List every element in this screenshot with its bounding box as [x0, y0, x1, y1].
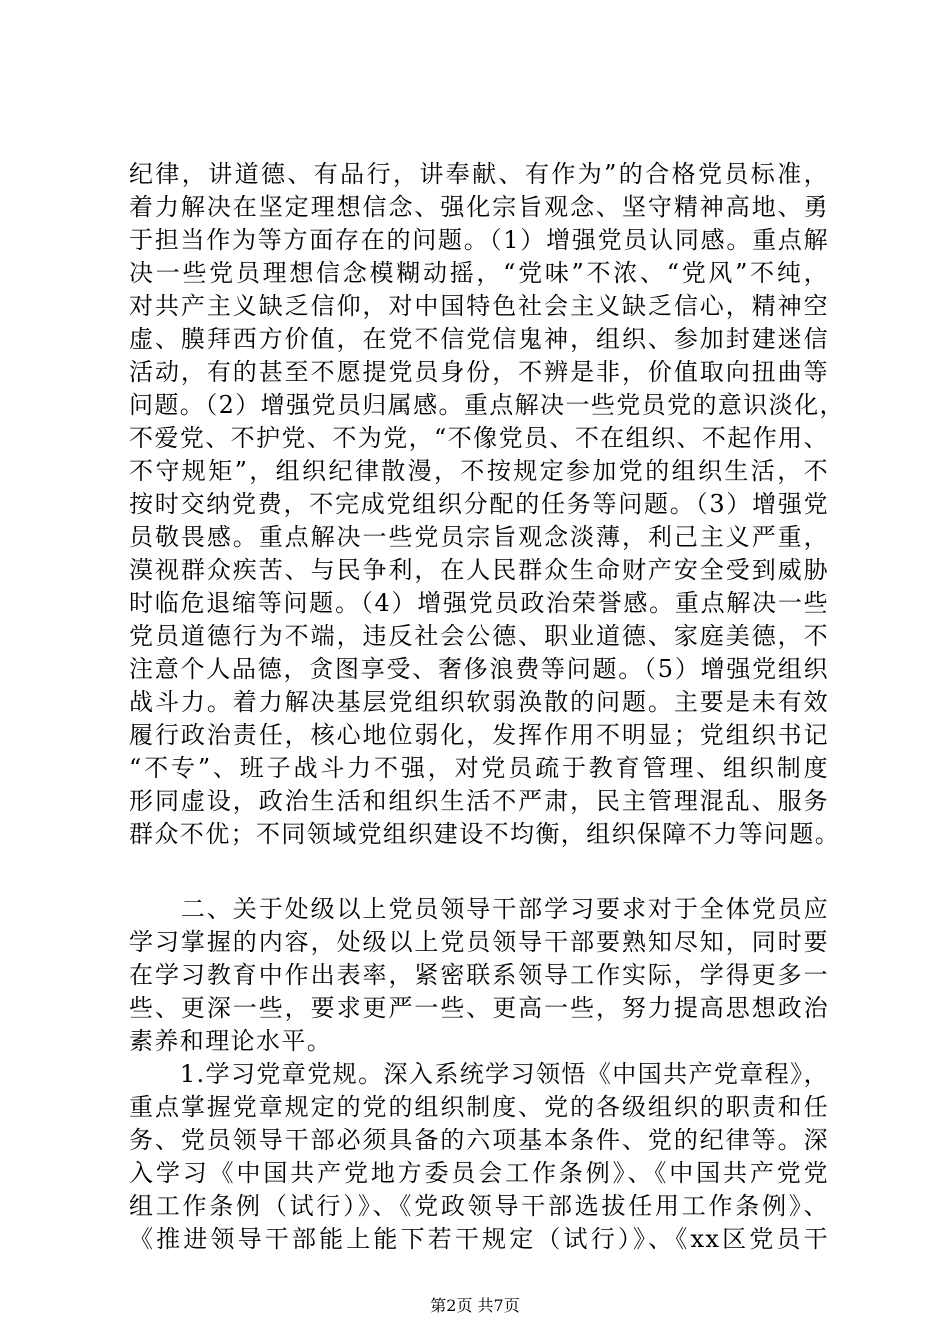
text-line: 入学习《中国共产党地方委员会工作条例》、《中国共产党党 [129, 1159, 829, 1187]
paragraph-senior-cadre-requirements [129, 893, 829, 1058]
text-line: “不专”、班子战斗力不强，对党员疏于教育管理、组织制度 [129, 754, 829, 782]
text-line: 《推进领导干部能上能下若干规定（试行）》、《xx区党员干 [129, 1225, 829, 1253]
text-line: 务、党员领导干部必须具备的六项基本条件、党的纪律等。深 [129, 1126, 829, 1154]
text-line: 履行政治责任，核心地位弱化，发挥作用不明显；党组织书记 [129, 721, 829, 749]
text-line: 组工作条例（试行）》、《党政领导干部选拔任用工作条例》、 [129, 1192, 829, 1220]
text-line: 按时交纳党费，不完成党组织分配的任务等问题。（3）增强党 [129, 490, 829, 518]
paragraph-gap [129, 851, 829, 893]
text-line: 二、关于处级以上党员领导干部学习要求对于全体党员应 [129, 895, 829, 923]
text-line: 些、更深一些，要求更严一些、更高一些，努力提高思想政治 [129, 994, 829, 1022]
text-line: 形同虚设，政治生活和组织生活不严肃，民主管理混乱、服务 [129, 787, 829, 815]
text-line: 不守规矩”，组织纪律散漫，不按规定参加党的组织生活，不 [129, 457, 829, 485]
text-line: 着力解决在坚定理想信念、强化宗旨观念、坚守精神高地、勇 [129, 193, 829, 221]
text-line: 学习掌握的内容，处级以上党员领导干部要熟知尽知，同时要 [129, 928, 829, 956]
text-line: 重点掌握党章规定的党的组织制度、党的各级组织的职责和任 [129, 1093, 829, 1121]
text-line: 虚、膜拜西方价值，在党不信党信鬼神，组织、参加封建迷信 [129, 325, 829, 353]
text-line: 于担当作为等方面存在的问题。（1）增强党员认同感。重点解 [129, 226, 829, 254]
text-line: 战斗力。着力解决基层党组织软弱涣散的问题。主要是未有效 [129, 688, 829, 716]
text-line: 1.学习党章党规。深入系统学习领悟《中国共产党章程》， [129, 1060, 829, 1088]
text-line: 员敬畏感。重点解决一些党员宗旨观念淡薄，利己主义严重， [129, 523, 829, 551]
text-line: 党员道德行为不端，违反社会公德、职业道德、家庭美德，不 [129, 622, 829, 650]
page-number-footer: 第2页 共7页 [430, 1296, 520, 1315]
text-line: 群众不优；不同领域党组织建设不均衡，组织保障不力等问题。 [129, 820, 841, 848]
text-line: 漠视群众疾苦、与民争利，在人民群众生命财产安全受到威胁 [129, 556, 829, 584]
document-body [129, 158, 845, 1256]
text-line: 不爱党、不护党、不为党，“不像党员、不在组织、不起作用、 [129, 424, 829, 452]
text-line: 时临危退缩等问题。（4）增强党员政治荣誉感。重点解决一些 [129, 589, 829, 617]
text-line: 对共产主义缺乏信仰，对中国特色社会主义缺乏信心，精神空 [129, 292, 829, 320]
text-line: 注意个人品德，贪图享受、奢侈浪费等问题。（5）增强党组织 [129, 655, 829, 683]
text-line: 纪律，讲道德、有品行，讲奉献、有作为”的合格党员标准， [129, 160, 829, 188]
text-line: 素养和理论水平。 [129, 1027, 333, 1055]
text-line: 问题。（2）增强党员归属感。重点解决一些党员党的意识淡化， [129, 391, 845, 419]
text-line: 在学习教育中作出表率，紧密联系领导工作实际，学得更多一 [129, 961, 829, 989]
paragraph-party-standards [129, 158, 845, 851]
paragraph-study-party-rules [129, 1058, 829, 1256]
text-line: 决一些党员理想信念模糊动摇，“党味”不浓、“党风”不纯， [129, 259, 829, 287]
text-line: 活动，有的甚至不愿提党员身份，不辨是非，价值取向扭曲等 [129, 358, 829, 386]
